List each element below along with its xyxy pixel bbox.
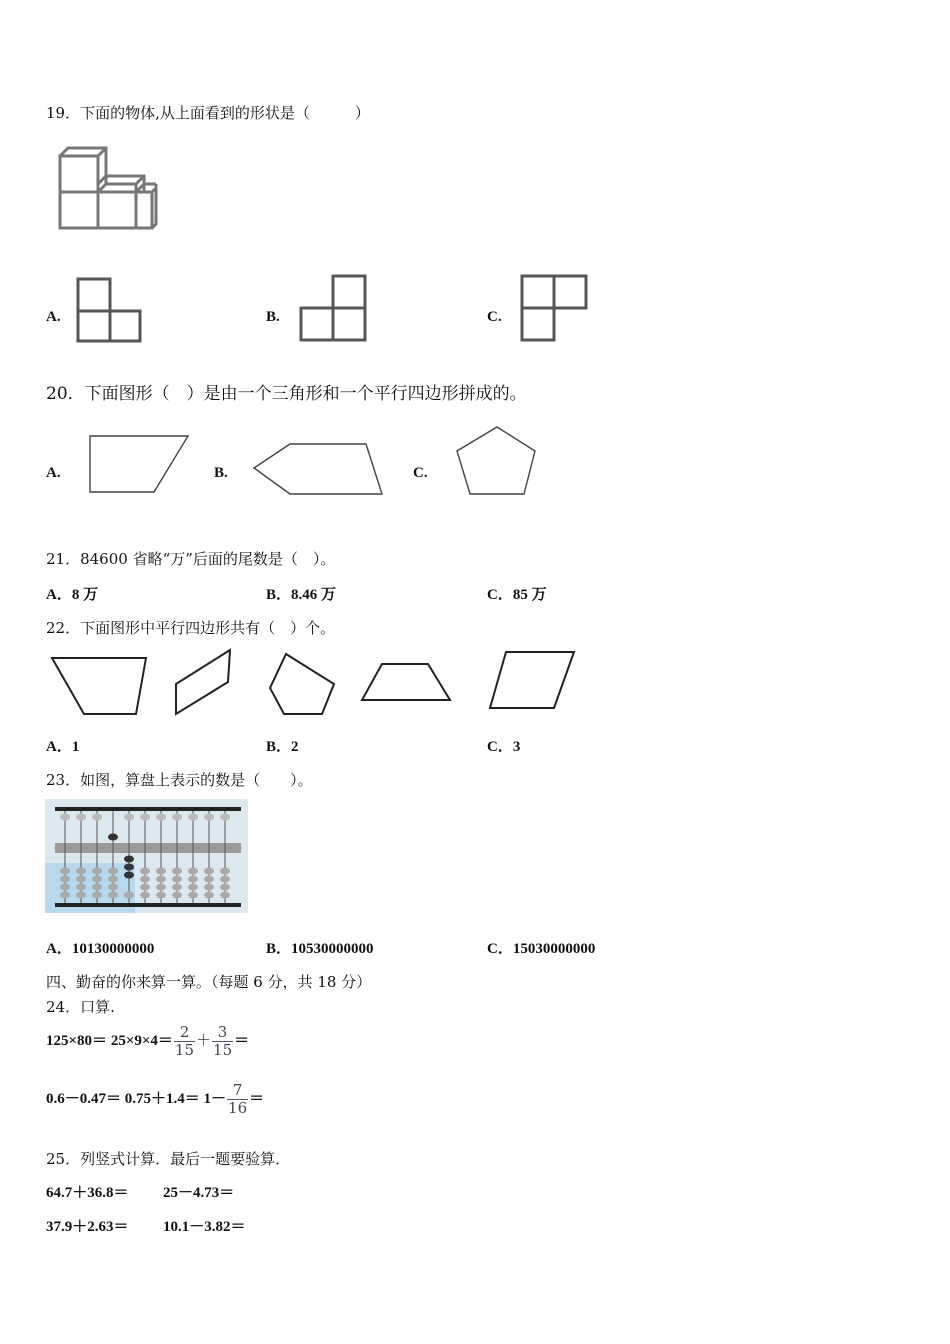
abacus-bead <box>140 876 150 883</box>
q24-eq-2: ＝ <box>249 1090 265 1107</box>
section4-title: 四、勤奋的你来算一算。（每题 6 分，共 18 分） <box>46 973 372 991</box>
abacus-bead <box>220 884 230 891</box>
abacus-bead <box>92 892 102 899</box>
q24-fraction-1-den: 15 <box>174 1041 195 1059</box>
q20-option-b-label[interactable]: B. <box>214 465 228 481</box>
abacus-bead <box>220 876 230 883</box>
abacus-bead <box>172 876 182 883</box>
abacus-bead <box>172 892 182 899</box>
abacus-bead <box>124 864 134 871</box>
q23-text: 23．如图，算盘上表示的数是（ ）。 <box>46 771 313 789</box>
q24-expr-1: 125×80＝ <box>46 1032 108 1049</box>
abacus-bead <box>204 876 214 883</box>
q24-fraction-1-num: 2 <box>179 1023 190 1041</box>
q22-option-c[interactable] <box>487 735 520 756</box>
abacus-bead <box>76 876 86 883</box>
q24-eq-1: ＝ <box>234 1032 250 1049</box>
abacus-bead <box>124 856 134 863</box>
q22-option-a-value: 1 <box>71 739 80 755</box>
q23-option-c[interactable] <box>487 937 595 958</box>
abacus-bead <box>108 876 118 883</box>
q24-fraction-2 <box>212 1024 233 1059</box>
q21-option-c-value: 85 万 <box>512 587 547 603</box>
abacus-bead <box>92 814 102 821</box>
q22-shape-parallelogram-1 <box>172 648 236 718</box>
q24-text: 24．口算. <box>46 998 115 1016</box>
q23-option-b-label: B． <box>266 941 292 957</box>
q25-row-2 <box>46 1215 246 1236</box>
abacus-bead <box>140 892 150 899</box>
abacus-bead <box>124 872 134 879</box>
abacus-bead <box>60 876 70 883</box>
q22-option-b-label: B． <box>266 739 292 755</box>
q21-option-a-value: 8 万 <box>71 587 99 603</box>
abacus-bead <box>188 884 198 891</box>
q22-option-b[interactable] <box>266 735 299 756</box>
abacus-bead <box>204 868 214 875</box>
abacus-bead <box>188 814 198 821</box>
abacus-bead <box>140 868 150 875</box>
q21-option-b-value: 8.46 万 <box>291 587 337 603</box>
q24-plus: ＋ <box>196 1032 212 1049</box>
abacus-bead <box>92 884 102 891</box>
abacus-bead <box>172 814 182 821</box>
q20-option-c-label[interactable]: C. <box>413 465 428 481</box>
q23-option-b[interactable] <box>266 937 374 958</box>
abacus-bead <box>108 868 118 875</box>
abacus-bead <box>76 892 86 899</box>
abacus-bead <box>172 884 182 891</box>
q24-fraction-3-num: 7 <box>232 1081 243 1099</box>
q19-text: 19．下面的物体,从上面看到的形状是（ ） <box>46 104 370 122</box>
q22-option-c-label: C． <box>487 739 513 755</box>
q22-text: 22．下面图形中平行四边形共有（ ）个。 <box>46 619 336 637</box>
abacus-bead <box>76 884 86 891</box>
q20-text: 20．下面图形（ ）是由一个三角形和一个平行四边形拼成的。 <box>46 384 527 404</box>
q20-option-a-figure <box>86 432 192 496</box>
q20-option-c-figure <box>454 424 540 504</box>
abacus-bead <box>172 868 182 875</box>
q20-option-b-figure <box>250 442 386 496</box>
q25-expr-4: 10.1－3.82＝ <box>163 1219 246 1235</box>
q23-option-a[interactable] <box>46 937 154 958</box>
q19-option-b-figure <box>297 273 369 343</box>
q24-fraction-2-num: 3 <box>217 1023 228 1041</box>
q19-option-a-figure <box>74 276 144 344</box>
abacus-bead <box>140 884 150 891</box>
abacus-bead <box>92 868 102 875</box>
q23-option-c-value: 15030000000 <box>512 941 596 957</box>
q19-option-c-figure <box>518 272 590 344</box>
abacus-bead <box>108 834 118 841</box>
abacus-image <box>45 799 248 913</box>
q22-option-a-label: A． <box>46 739 72 755</box>
q23-option-c-label: C． <box>487 941 513 957</box>
q22-shape-isosceles-trapezoid <box>358 660 454 704</box>
q19-option-c-label[interactable]: C. <box>487 309 502 325</box>
q21-option-c-label: C． <box>487 587 513 603</box>
abacus-bead <box>60 884 70 891</box>
q21-option-c[interactable] <box>487 583 547 604</box>
q19-cube-figure <box>56 144 162 232</box>
abacus-bead <box>188 892 198 899</box>
abacus-bead <box>156 868 166 875</box>
abacus-bead <box>204 814 214 821</box>
abacus-bead <box>124 892 134 899</box>
abacus-bead <box>204 884 214 891</box>
abacus-bead <box>60 814 70 821</box>
q24-fraction-3 <box>227 1082 248 1117</box>
q24-expr-2: 25×9×4＝ <box>110 1032 173 1049</box>
abacus-bead <box>124 814 134 821</box>
q25-expr-3: 37.9＋2.63＝ <box>46 1219 129 1235</box>
q22-option-a[interactable] <box>46 735 79 756</box>
abacus-bead <box>92 876 102 883</box>
q23-option-a-value: 10130000000 <box>71 941 155 957</box>
q22-shape-parallelogram-2 <box>486 648 578 712</box>
q24-expr-3: 0.6－0.47＝ <box>46 1090 122 1107</box>
q25-row-1 <box>46 1181 234 1202</box>
q24-fraction-2-den: 15 <box>213 1041 233 1059</box>
q22-option-b-value: 2 <box>291 739 299 755</box>
abacus-bead <box>108 892 118 899</box>
abacus-bead <box>156 892 166 899</box>
abacus-bead <box>108 884 118 891</box>
abacus-bead <box>220 814 230 821</box>
q21-option-a-label: A． <box>46 587 72 603</box>
q22-shape-pentagon <box>266 650 340 718</box>
abacus-bead <box>60 892 70 899</box>
q25-expr-2: 25－4.73＝ <box>163 1185 235 1201</box>
q19-option-a-label[interactable]: A. <box>46 309 61 325</box>
abacus-bead <box>188 868 198 875</box>
abacus-bead <box>188 876 198 883</box>
q25-text: 25．列竖式计算．最后一题要验算． <box>46 1150 291 1168</box>
q21-option-b-label: B． <box>266 587 292 603</box>
abacus-bead <box>140 814 150 821</box>
q21-text: 21．84600 省略“万”后面的尾数是（ ）。 <box>46 550 336 568</box>
q24-fraction-1 <box>174 1024 195 1059</box>
q19-option-b-label[interactable]: B. <box>266 309 280 325</box>
abacus-bead <box>204 892 214 899</box>
q24-line2 <box>46 1082 264 1117</box>
q21-option-a[interactable] <box>46 583 98 604</box>
q22-option-c-value: 3 <box>512 739 521 755</box>
abacus-bead <box>220 868 230 875</box>
abacus-bead <box>156 814 166 821</box>
q24-line1 <box>46 1024 249 1059</box>
q24-expr-4: 0.75＋1.4＝ <box>124 1090 200 1107</box>
abacus-bead <box>76 868 86 875</box>
abacus-bead <box>220 892 230 899</box>
abacus-bead <box>156 876 166 883</box>
abacus-bead <box>76 814 86 821</box>
q20-option-a-label[interactable]: A. <box>46 465 61 481</box>
abacus-bead <box>156 884 166 891</box>
q21-option-b[interactable] <box>266 583 336 604</box>
q23-option-a-label: A． <box>46 941 72 957</box>
q24-fraction-3-den: 16 <box>228 1099 248 1117</box>
q25-expr-1: 64.7＋36.8＝ <box>46 1185 129 1201</box>
abacus-bead <box>60 868 70 875</box>
q23-option-b-value: 10530000000 <box>291 941 374 957</box>
q24-expr-5: 1－ <box>203 1090 227 1107</box>
q22-shape-trapezoid <box>48 652 152 718</box>
